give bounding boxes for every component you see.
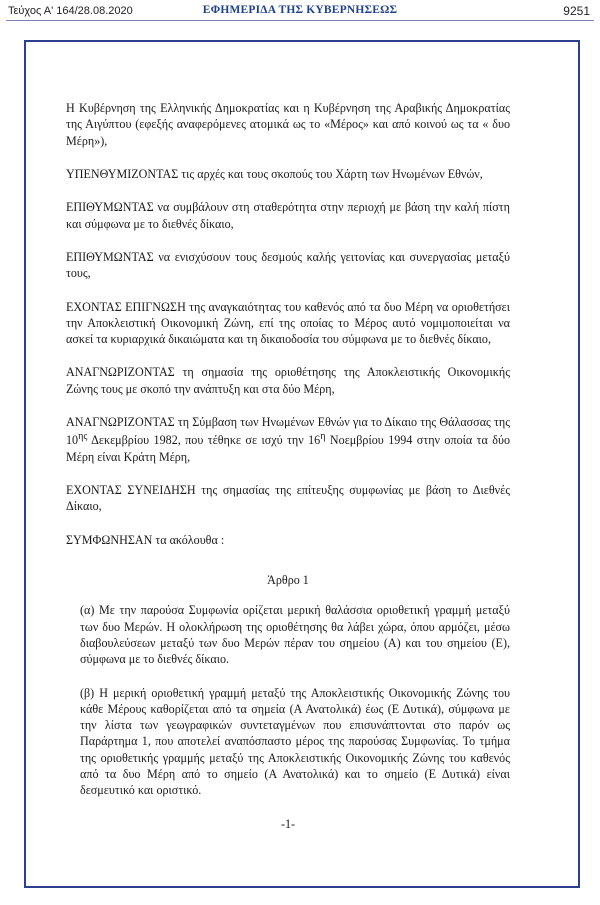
unclos-superscript-2: η [320, 431, 326, 443]
unclos-superscript-1: ης [78, 431, 88, 443]
document-body [66, 100, 510, 844]
article-paragraph-a: (α) Με την παρούσα Συμφωνία ορίζεται μερική θαλάσσια οριοθετική γραμμή μεταξύ των δυο Μερών. Η ολοκλήρωση της οριοθέτησης θα λάβει χώρα, όπου αρμόζει, μέσω διαβουλεύσεων μεταξύ των δυο Μερών πέραν του σημείου (Α) και του σημείου (Ε), σύμφωνα με το διεθνές δίκαιο. [80, 603, 510, 667]
preamble-aware: ΕΧΟΝΤΑΣ ΕΠΙΓΝΩΣΗ της αναγκαιότητας του καθενός από τα δυο Μέρη να οριοθετήσει την Αποκλειστική Οικονομική Ζώνη, επί της οποίας το Μέρος αυτό νομιμοποιείται να ασκεί τα κυριαρχικά δικαιώματα και τη δικαιοδοσία του σύμφωνα με το διεθνές δίκαιο, [66, 299, 510, 347]
agreed-clause: ΣΥΜΦΩΝΗΣΑΝ τα ακόλουθα : [66, 532, 225, 547]
issue-number: Τεύχος Α' 164/28.08.2020 [8, 5, 133, 17]
preamble-recognizing-eez: ΑΝΑΓΝΩΡΙΖΟΝΤΑΣ τη σημασία της οριοθέτησης της Αποκλειστικής Οικονομικής Ζώνης τους με σκοπό την ανάπτυξη και στα δύο Μέρη, [66, 365, 510, 396]
gazette-header [0, 0, 600, 22]
gazette-title: ΕΦΗΜΕΡΙΔΑ ΤΗΣ ΚΥΒΕΡΝΗΣΕΩΣ [202, 4, 398, 16]
preamble-recognizing-unclos [66, 414, 510, 465]
page-number: -1- [280, 816, 296, 831]
preamble-desiring-neighbourliness: ΕΠΙΘΥΜΩΝΤΑΣ να ενισχύσουν τους δεσμούς καλής γειτονίας και συνεργασίας μεταξύ τους, [66, 249, 510, 281]
unclos-text-2: Δεκεμβρίου 1982, που τέθηκε σε ισχύ την 16 [87, 433, 321, 448]
article-paragraph-b: (β) Η μερική οριοθετική γραμμή μεταξύ της Αποκλειστικής Οικονομικής Ζώνης του κάθε Μέρους καθορίζεται από τα σημεία (Α Ανατολικά) έως (Ε Δυτικά), σύμφωνα με την λίστα των γεωγραφικών συντεταγμένων που επισυνάπτονται στο παρόν ως Παράρτημα 1, που αποτελεί αναπόσπαστο μέρος της παρούσας Συμφωνίας. Το τμήμα της οριοθετικής γραμμής μεταξύ της Αποκλειστικής Οικονομικής Ζώνης του καθενός από τα δυο Μέρη από το σημείο (Α Ανατολικά) και το σημείο (Ε Δυτικά) είναι δεσμευτικό και οριστικό. [80, 685, 510, 798]
unclos-text-3: Νοεμβρίου 1994 στην οποία τα δύο Μέρη είναι Κράτη Μέρη, [66, 433, 511, 464]
unclos-text-1: ΑΝΑΓΝΩΡΙΖΟΝΤΑΣ τη Σύμβαση των Ηνωμένων Εθνών για το Δίκαιο της Θάλασσας της 10 [66, 415, 510, 448]
header-divider [6, 20, 594, 21]
preamble-conscious: ΕΧΟΝΤΑΣ ΣΥΝΕΙΔΗΣΗ της σημασίας της επίτευξης συμφωνίας με βάση το Διεθνές Δίκαιο, [66, 483, 510, 514]
preamble-recalling: ΥΠΕΝΘΥΜΙΖΟΝΤΑΣ τις αρχές και τους σκοπούς του Χάρτη των Ηνωμένων Εθνών, [66, 166, 483, 181]
preamble-desiring-stability: ΕΠΙΘΥΜΩΝΤΑΣ να συμβάλουν στη σταθερότητα στην περιοχή με βάση την καλή πίστη και σύμφωνα με το διεθνές δίκαιο, [66, 200, 510, 231]
gazette-page-number: 9251 [563, 4, 590, 18]
preamble-parties: Η Κυβέρνηση της Ελληνικής Δημοκρατίας και η Κυβέρνηση της Αραβικής Δημοκρατίας της Αιγύπτου (εφεξής αναφερόμενες ατομικά ως το «Μέρος» και από κοινού ως τα « δυο Μέρη»), [66, 101, 510, 148]
article-title: Άρθρο 1 [267, 572, 309, 587]
